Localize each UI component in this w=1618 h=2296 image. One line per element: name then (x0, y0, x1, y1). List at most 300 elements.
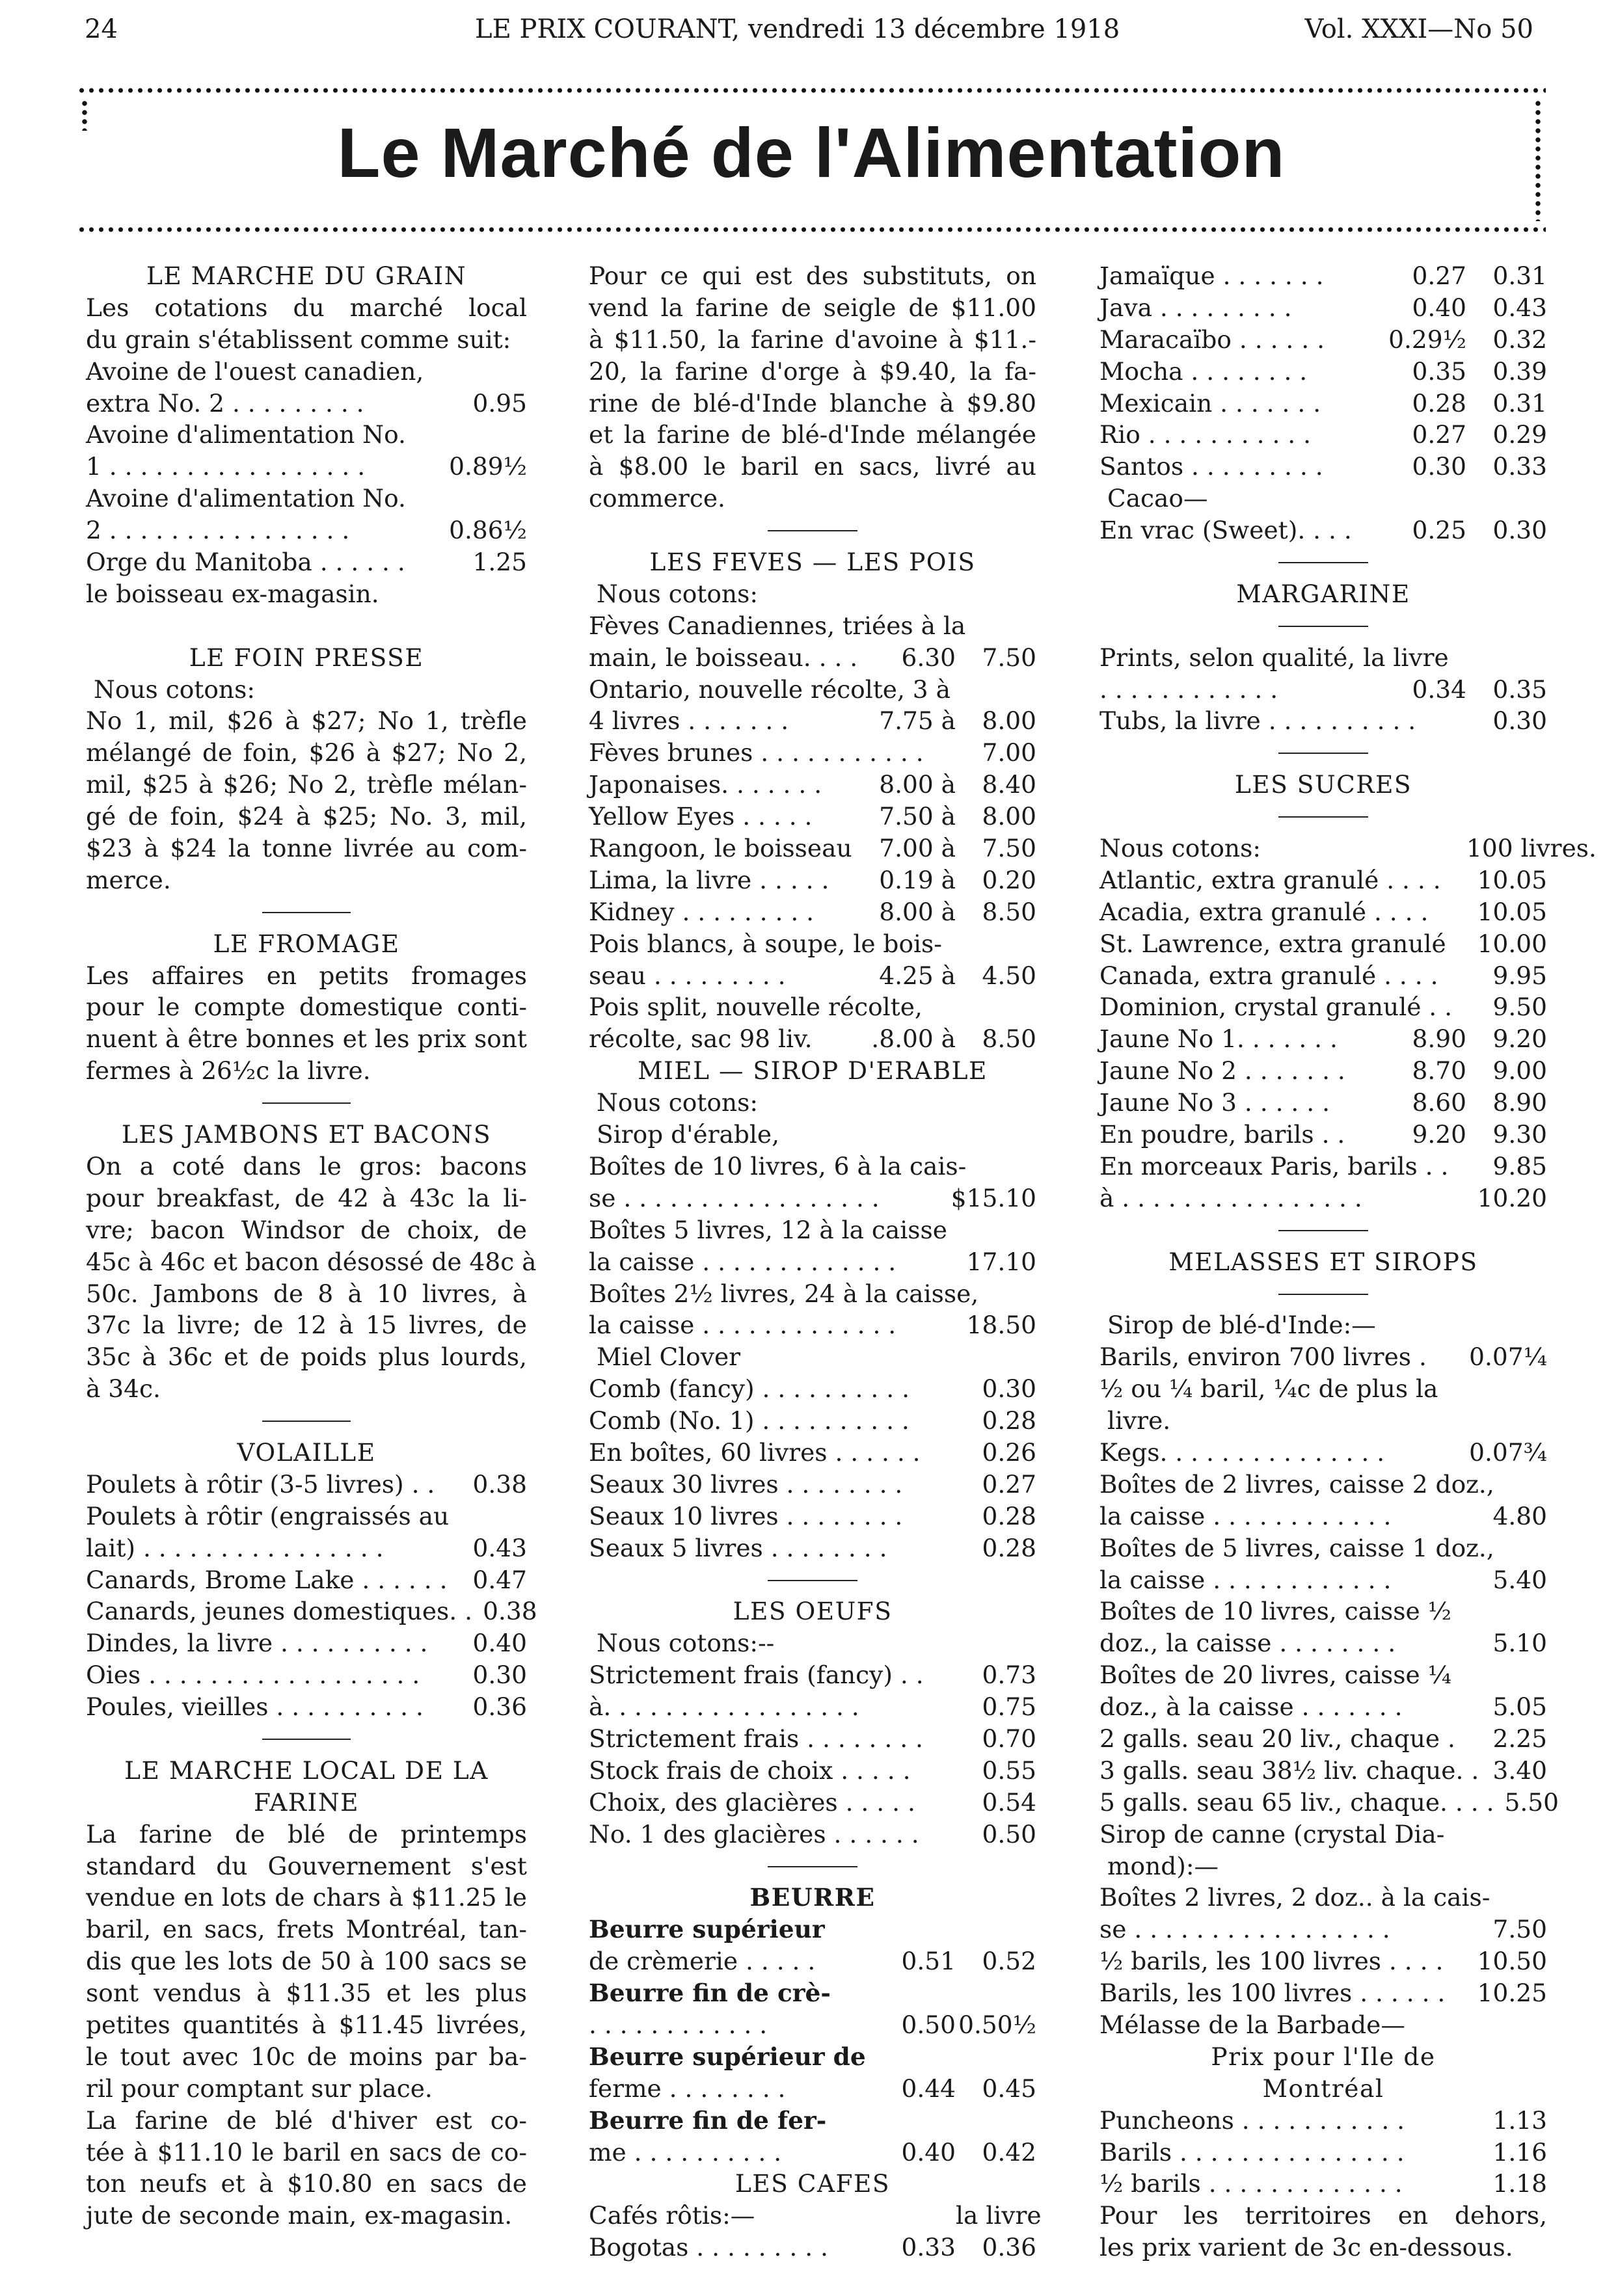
price-value: 9.85 (1492, 1151, 1547, 1181)
price-value-high: 0.39 (1492, 356, 1547, 386)
price-value-high: 9.20 (1492, 1024, 1547, 1054)
text-line: Les cotations du marché local (86, 293, 527, 322)
section-heading: LES CAFES (735, 2169, 891, 2198)
price-item: ½ barils, les 100 livres . . . . (1099, 1947, 1444, 1976)
text-line: La farine de blé d'hiver est co- (86, 2105, 527, 2135)
price-value-high: 8.90 (1492, 1088, 1547, 1117)
text-line: La farine de blé de printemps (86, 1819, 527, 1849)
price-row (1099, 1023, 1547, 1055)
price-row (589, 896, 1036, 928)
price-value: 0.55 (982, 1755, 1036, 1785)
price-row (589, 642, 1036, 674)
text-line: à $11.50, la farine d'avoine à $11.- (589, 325, 1036, 354)
price-row (589, 2073, 1036, 2105)
price-row (589, 833, 1036, 864)
price-value: 0.33 (901, 2233, 956, 2262)
section-heading: MARGARINE (1236, 579, 1410, 608)
price-value-high: 0.36 (982, 2233, 1036, 2262)
text-line: Miel Clover (597, 1342, 741, 1372)
price-value: 8.70 (1412, 1056, 1466, 1086)
price-item: Choix, des glacières . . . . . (589, 1787, 915, 1817)
text-line: vre; bacon Windsor de choix, de (86, 1215, 527, 1244)
section-heading: LE MARCHE LOCAL DE LA (124, 1755, 489, 1785)
price-row (86, 1595, 537, 1627)
column-3 (1099, 260, 1597, 2263)
price-item: Jamaïque . . . . . . . (1099, 261, 1324, 290)
price-item: la caisse . . . . . . . . . . . . . (589, 1311, 897, 1340)
price-item: Canards, Brome Lake . . . . . . (86, 1565, 448, 1594)
price-value-high: 7.50 (982, 834, 1036, 863)
section-heading: BEURRE (749, 1883, 876, 1912)
price-row (1099, 260, 1547, 292)
section-divider (1099, 1214, 1547, 1246)
banner-top-border (77, 87, 1546, 94)
price-value: 10.05 (1477, 897, 1547, 926)
price-item: Poulets à rôtir (3-5 livres) . . (86, 1469, 435, 1499)
text-line: Boîtes de 2 livres, caisse 2 doz., (1099, 1469, 1494, 1499)
banner-bottom-border (77, 226, 1546, 233)
text-line: Boîtes de 5 livres, caisse 1 doz., (1099, 1533, 1494, 1562)
price-value: 0.19 à (879, 865, 956, 894)
price-item: 3 galls. seau 38½ liv. chaque. . (1099, 1755, 1479, 1785)
price-value: 0.30 (1412, 452, 1466, 481)
price-value: 6.30 (901, 643, 956, 672)
text-line: mond):— (1107, 1851, 1219, 1880)
price-row (1099, 419, 1547, 451)
price-row (589, 864, 1036, 896)
text-line: Beurre fin de fer- (589, 2105, 827, 2135)
text-line: le tout avec 10c de moins par ba- (86, 2042, 527, 2071)
price-value (1456, 705, 1466, 737)
section-heading: LE MARCHE DU GRAIN (146, 261, 467, 290)
price-value: 0.95 (472, 388, 527, 418)
text-line: Boîtes 5 livres, 12 à la caisse (589, 1215, 947, 1244)
price-value-high: 100 livres. (1466, 834, 1597, 863)
price-value-high: 8.40 (982, 770, 1036, 799)
text-line: livre. (1107, 1406, 1171, 1435)
text-line: à 34c. (86, 1374, 161, 1404)
price-row (1099, 864, 1547, 896)
price-value: 1.25 (472, 548, 527, 577)
price-item: Comb (No. 1) . . . . . . . . . . (589, 1406, 910, 1435)
price-item: Bogotas . . . . . . . . . (589, 2233, 828, 2262)
price-row (1099, 1914, 1547, 1945)
text-line: mélangé de foin, $26 à $27; No 2, (86, 738, 527, 768)
section-divider (1099, 737, 1547, 769)
price-row (1099, 1501, 1547, 1532)
text-line: Nous cotons: (94, 674, 255, 704)
price-item: Kegs. . . . . . . . . . . . . . . (1099, 1437, 1385, 1467)
price-row (589, 1787, 1036, 1819)
price-value: 0.34 (1412, 674, 1466, 704)
price-value (1456, 833, 1466, 864)
price-item: lait) . . . . . . . . . . . . . . . . (86, 1533, 384, 1562)
section-heading: MIEL — SIROP D'ERABLE (638, 1056, 988, 1086)
price-item: Santos . . . . . . . . . (1099, 452, 1323, 481)
publication-line: LE PRIX COURANT, vendredi 13 décembre 1918 (475, 14, 1120, 44)
price-row (1099, 2105, 1547, 2137)
price-value-high: 0.30 (1492, 516, 1547, 545)
price-value: 0.36 (472, 1692, 527, 1722)
price-item: 4 livres . . . . . . . (589, 706, 789, 736)
price-value: 9.95 (1492, 961, 1547, 990)
text-line: dis que les lots de 50 à 100 sacs se (86, 1947, 527, 1976)
price-row (589, 1405, 1036, 1437)
section-divider (1099, 801, 1547, 833)
price-row (589, 801, 1036, 833)
price-row (1099, 1182, 1547, 1214)
price-row (1099, 1755, 1547, 1787)
price-row (1099, 356, 1547, 388)
price-item: Oies . . . . . . . . . . . . . . . . . . (86, 1661, 420, 1690)
price-row (589, 1532, 1036, 1564)
price-row (86, 1691, 527, 1723)
price-item: 1 . . . . . . . . . . . . . . . . . (86, 452, 366, 481)
price-item: Jaune No 3 . . . . . . (1099, 1088, 1330, 1117)
price-item: ferme . . . . . . . . (589, 2074, 786, 2103)
price-value: 1.18 (1492, 2169, 1547, 2198)
price-item: Barils, les 100 livres . . . . . . (1099, 1979, 1446, 2008)
price-value-high: 0.32 (1492, 325, 1547, 354)
text-line: vendue en lots de chars à $11.25 le (86, 1883, 527, 1912)
price-row (1099, 1119, 1547, 1151)
price-item: récolte, sac 98 liv. (589, 1024, 813, 1054)
price-item: Mexicain . . . . . . . (1099, 388, 1321, 418)
section-heading: Prix pour l'Ile de (1211, 2042, 1436, 2071)
text-line: le boisseau ex-magasin. (86, 579, 379, 608)
text-line: Nous cotons: (597, 1088, 758, 1117)
price-value: $15.10 (951, 1183, 1036, 1212)
price-value: .8.00 à (871, 1024, 956, 1054)
price-item: doz., à la caisse . . . . . . . (1099, 1692, 1403, 1722)
column-2 (589, 260, 1042, 2263)
price-value: 10.00 (1477, 929, 1547, 958)
text-line: No 1, mil, $26 à $27; No 1, trèfle (86, 706, 527, 736)
price-value: 0.89½ (449, 452, 527, 481)
price-item: En morceaux Paris, barils . . (1099, 1151, 1449, 1181)
price-row (86, 1532, 527, 1564)
price-item: Rio . . . . . . . . . . . (1099, 420, 1312, 449)
price-item: se . . . . . . . . . . . . . . . . . (1099, 1915, 1390, 1944)
price-row (589, 1437, 1036, 1469)
price-value: 0.28 (1412, 388, 1466, 418)
page-title: Le Marché de l'Alimentation (337, 113, 1286, 192)
price-item: Dominion, crystal granulé . . (1099, 993, 1453, 1022)
text-line: Boîtes de 10 livres, 6 à la cais- (589, 1151, 967, 1181)
price-row (1099, 292, 1547, 324)
price-value (945, 2200, 956, 2232)
text-line: 20, la farine d'orge à $9.40, la fa- (589, 356, 1036, 386)
price-value-high: 0.50½ (958, 2010, 1036, 2039)
price-item: Stock frais de choix . . . . . (589, 1755, 911, 1785)
price-row (1099, 960, 1547, 992)
section-divider (86, 896, 527, 928)
price-item: Puncheons . . . . . . . . . . . (1099, 2105, 1405, 2135)
price-value: 0.28 (982, 1406, 1036, 1435)
price-row (589, 2009, 1036, 2041)
text-line: standard du Gouvernement s'est (86, 1851, 527, 1880)
price-item: Rangoon, le boisseau (589, 834, 852, 863)
price-row (589, 1945, 1036, 1977)
price-value: 0.07¾ (1469, 1437, 1547, 1467)
page-number: 24 (85, 14, 118, 44)
price-item: de crèmerie . . . . . (589, 1947, 816, 1976)
price-item: St. Lawrence, extra granulé (1099, 929, 1446, 958)
price-item: Java . . . . . . . . . (1099, 293, 1292, 322)
price-item: . . . . . . . . . . . . (589, 2010, 768, 2039)
price-item: la caisse . . . . . . . . . . . . . (589, 1247, 897, 1276)
text-line: On a coté dans le gros: bacons (86, 1151, 527, 1181)
price-value: 9.20 (1412, 1120, 1466, 1149)
price-row (1099, 388, 1547, 420)
price-item: En vrac (Sweet). . . . (1099, 516, 1352, 545)
text-line: Pois blancs, à soupe, le bois- (589, 929, 942, 958)
text-line: fermes à 26½c la livre. (86, 1056, 371, 1086)
price-value-high: la livre (956, 2201, 1042, 2230)
price-value: 9.50 (1492, 993, 1547, 1022)
price-value: 0.86½ (449, 516, 527, 545)
text-line: à $8.00 le baril en sacs, livré au (589, 452, 1036, 481)
price-value: 0.07¼ (1469, 1342, 1547, 1372)
text-line: Sirop de blé-d'Inde:— (1107, 1311, 1376, 1340)
text-line: gé de foin, $24 à $25; No. 3, mil, (86, 802, 527, 831)
text-line: rine de blé-d'Inde blanche à $9.80 (589, 388, 1036, 418)
section-divider (589, 1850, 1036, 1882)
text-line: ril pour comptant sur place. (86, 2074, 433, 2103)
text-line: 37c la livre; de 12 à 15 livres, de (86, 1311, 527, 1340)
price-row (86, 546, 527, 578)
price-item: Lima, la livre . . . . . (589, 865, 829, 894)
price-value: 0.27 (1412, 261, 1466, 290)
price-item: Japonaises. . . . . . . (589, 770, 822, 799)
text-line: sont vendus à $11.35 et les plus (86, 1979, 527, 2008)
price-value: 5.40 (1492, 1565, 1547, 1594)
price-item: Atlantic, extra granulé . . . . (1099, 865, 1441, 894)
price-item: Barils . . . . . . . . . . . . . . . (1099, 2137, 1405, 2167)
text-line: Boîtes 2 livres, 2 doz.. à la cais- (1099, 1883, 1490, 1912)
price-value: 0.43 (472, 1533, 527, 1562)
price-value: 0.30 (982, 1374, 1036, 1404)
price-row (589, 2232, 1036, 2263)
price-value: 0.75 (982, 1692, 1036, 1722)
price-item: Tubs, la livre . . . . . . . . . . (1099, 706, 1416, 736)
price-row (589, 1819, 1036, 1850)
price-row (1099, 833, 1597, 864)
price-item: la caisse . . . . . . . . . . . . (1099, 1501, 1392, 1530)
price-item: Seaux 10 livres . . . . . . . . (589, 1501, 903, 1530)
section-heading: LES FEVES — LES POIS (649, 548, 976, 577)
price-value: 10.25 (1477, 1979, 1547, 2008)
price-row (1099, 1977, 1547, 2009)
price-value-high: 4.50 (982, 961, 1036, 990)
section-divider (86, 1723, 527, 1755)
price-value: 18.50 (966, 1311, 1036, 1340)
text-line: 35c à 36c et de poids plus lourds, (86, 1342, 527, 1372)
price-row (589, 1246, 1036, 1278)
price-item: . . . . . . . . . . . . (1099, 674, 1278, 704)
price-value: 5.50 (1504, 1787, 1559, 1817)
text-line: vend la farine de seigle de $11.00 (589, 293, 1036, 322)
price-item: Seaux 30 livres . . . . . . . . (589, 1469, 903, 1499)
text-line: Boîtes 2½ livres, 24 à la caisse, (589, 1279, 979, 1308)
text-line: Pois split, nouvelle récolte, (589, 993, 923, 1022)
price-item: Jaune No 1. . . . . . . (1099, 1024, 1338, 1054)
price-row (1099, 1437, 1547, 1469)
price-item: Dindes, la livre . . . . . . . . . . (86, 1629, 428, 1658)
text-line: Cacao— (1107, 484, 1208, 513)
text-line: Beurre fin de crè- (589, 1979, 831, 2008)
price-value: 0.35 (1412, 356, 1466, 386)
price-item: seau . . . . . . . . . (589, 961, 786, 990)
price-value-high: 0.31 (1492, 388, 1547, 418)
price-item: Comb (fancy) . . . . . . . . . . (589, 1374, 910, 1404)
price-row (1099, 705, 1547, 737)
price-row (1099, 928, 1547, 960)
price-value: 10.20 (1477, 1183, 1547, 1212)
price-value: 10.50 (1477, 1947, 1547, 1976)
text-line: Nous cotons:-- (597, 1629, 775, 1658)
section-divider (86, 1405, 527, 1437)
price-row (589, 2200, 1042, 2232)
price-item: Maracaïbo . . . . . . (1099, 325, 1325, 354)
price-item: No. 1 des glacières . . . . . . (589, 1819, 919, 1849)
price-row (1099, 1945, 1547, 1977)
price-value-high: 9.30 (1492, 1120, 1547, 1149)
price-item: la caisse . . . . . . . . . . . . (1099, 1565, 1392, 1594)
price-row (1099, 674, 1547, 706)
price-value: 0.27 (982, 1469, 1036, 1499)
price-value (945, 737, 956, 769)
price-value: 0.54 (982, 1787, 1036, 1817)
price-value: 0.30 (472, 1661, 527, 1690)
price-value: 7.50 (1492, 1915, 1547, 1944)
section-divider (86, 610, 527, 642)
text-line: Nous cotons: (597, 579, 758, 608)
price-value: 0.50 (982, 1819, 1036, 1849)
text-line: Avoine de l'ouest canadien, (86, 356, 424, 386)
price-item: Canada, extra granulé . . . . (1099, 961, 1438, 990)
text-line: merce. (86, 865, 171, 894)
price-row (589, 1182, 1036, 1214)
price-value: 0.40 (901, 2137, 956, 2167)
price-item: extra No. 2 . . . . . . . . . (86, 388, 364, 418)
text-line: pour le compte domestique conti- (86, 993, 527, 1022)
section-heading: LE FOIN PRESSE (189, 643, 424, 672)
price-value: 0.26 (982, 1437, 1036, 1467)
price-item: Kidney . . . . . . . . . (589, 897, 815, 926)
price-value: 0.28 (982, 1501, 1036, 1530)
price-row (86, 1627, 527, 1659)
price-item: se . . . . . . . . . . . . . . . . . (589, 1183, 880, 1212)
price-item: 5 galls. seau 65 liv., chaque. . . . (1099, 1787, 1494, 1817)
price-value: 0.25 (1412, 516, 1466, 545)
price-item: Seaux 5 livres . . . . . . . . (589, 1533, 887, 1562)
price-row (1099, 1787, 1559, 1819)
text-line: 50c. Jambons de 8 à 10 livres, à (86, 1279, 527, 1308)
text-line: Pour ce qui est des substituts, on (589, 261, 1036, 290)
price-item: Jaune No 2 . . . . . . . (1099, 1056, 1345, 1086)
price-item: Mocha . . . . . . . . (1099, 356, 1308, 386)
price-row (86, 1564, 527, 1596)
price-item: Cafés rôtis:— (589, 2201, 755, 2230)
price-item: Barils, environ 700 livres . (1099, 1342, 1427, 1372)
price-value-high: 0.29 (1492, 420, 1547, 449)
price-item: à. . . . . . . . . . . . . . . . . (589, 1692, 859, 1722)
price-row (589, 1755, 1036, 1787)
price-value: 0.70 (982, 1724, 1036, 1753)
text-line: Sirop de canne (crystal Dia- (1099, 1819, 1445, 1849)
text-line: Fèves Canadiennes, triées à la (589, 611, 966, 640)
running-header (85, 14, 1533, 53)
title-banner (77, 86, 1546, 234)
price-value-high: 7.50 (982, 643, 1036, 672)
price-item: Nous cotons: (1099, 834, 1261, 863)
price-row (1099, 1564, 1547, 1596)
price-row (589, 1659, 1036, 1691)
price-value: 5.10 (1492, 1629, 1547, 1658)
text-line: Les affaires en petits fromages (86, 961, 527, 990)
volume-number: Vol. XXXI—No 50 (1304, 14, 1533, 44)
text-line: pour breakfast, de 42 à 43c la li- (86, 1183, 527, 1212)
text-line: nuent à être bonnes et les prix sont (86, 1024, 527, 1054)
price-value-high: 0.45 (982, 2074, 1036, 2103)
price-item: En poudre, barils . . (1099, 1120, 1345, 1149)
section-divider (86, 1087, 527, 1119)
price-row (86, 451, 527, 483)
price-row (1099, 1341, 1547, 1373)
price-value-high: 0.30 (1492, 706, 1547, 736)
text-line: et la farine de blé-d'Inde mélangée (589, 420, 1036, 449)
section-divider (1099, 1278, 1547, 1310)
price-item: Canards, jeunes domestiques. . (86, 1597, 473, 1626)
price-item: ½ barils . . . . . . . . . . . . . (1099, 2169, 1403, 2198)
price-value-high: 0.33 (1492, 452, 1547, 481)
price-row (589, 769, 1036, 801)
price-value: 1.13 (1492, 2105, 1547, 2135)
price-row (1099, 1151, 1547, 1182)
price-value: 10.05 (1477, 865, 1547, 894)
price-row (1099, 1691, 1547, 1723)
price-row (1099, 1055, 1547, 1087)
price-row (589, 960, 1036, 992)
section-divider (1099, 546, 1547, 578)
price-row (589, 1023, 1036, 1055)
section-heading: LE FROMAGE (213, 929, 400, 958)
section-heading: FARINE (253, 1787, 360, 1817)
price-value: 7.50 à (879, 802, 956, 831)
text-line: petites quantités à $11.45 livrées, (86, 2010, 527, 2039)
price-row (589, 1723, 1036, 1755)
price-value: 0.44 (901, 2074, 956, 2103)
price-value: 17.10 (966, 1247, 1036, 1276)
text-line: jute de seconde main, ex-magasin. (86, 2201, 513, 2230)
price-value: 1.16 (1492, 2137, 1547, 2167)
price-value: 7.00 à (879, 834, 956, 863)
section-divider (1099, 610, 1547, 642)
text-line: Avoine d'alimentation No. (86, 484, 406, 513)
price-row (1099, 2137, 1547, 2169)
price-value-high: 0.31 (1492, 261, 1547, 290)
section-divider (589, 514, 1036, 546)
price-row (589, 1501, 1036, 1532)
price-item: Strictement frais . . . . . . . . (589, 1724, 923, 1753)
price-row (589, 2137, 1036, 2169)
section-heading: VOLAILLE (237, 1437, 376, 1467)
price-row (1099, 2168, 1547, 2200)
price-value-high: 8.50 (982, 897, 1036, 926)
section-heading: LES OEUFS (733, 1597, 893, 1626)
text-line: les prix varient de 3c en-dessous. (1099, 2233, 1513, 2262)
